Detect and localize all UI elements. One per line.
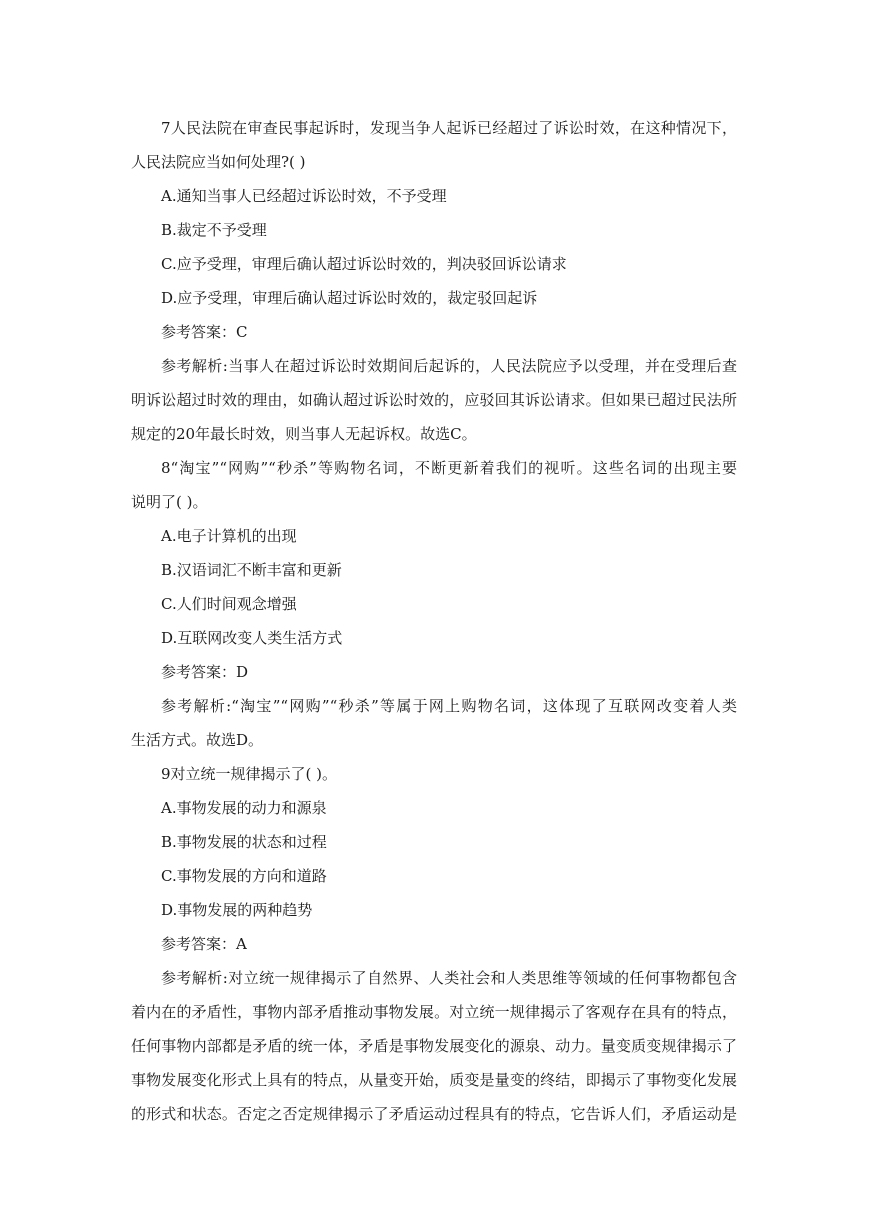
question-7-analysis-end: 规定的20年最长时效，则当事人无起诉权。故选C。 <box>131 425 477 443</box>
question-8-text: 8“淘宝”“网购”“秒杀”等购物名词，不断更新着我们的视听。这些名词的出现主要 <box>161 459 737 477</box>
question-9-option-d: D.事物发展的两种趋势 <box>161 901 313 919</box>
question-9-option-a: A.事物发展的动力和源泉 <box>161 799 327 817</box>
question-7-answer: 参考答案：C <box>161 323 248 341</box>
question-7-option-b: B.裁定不予受理 <box>161 221 267 239</box>
question-8-option-d: D.互联网改变人类生活方式 <box>161 629 343 647</box>
question-9-answer: 参考答案：A <box>161 935 247 953</box>
question-7-text-cont: 人民法院应当如何处理?( ) <box>131 153 306 171</box>
question-9-option-b: B.事物发展的状态和过程 <box>161 833 327 851</box>
question-7-option-d: D.应予受理，审理后确认超过诉讼时效的，裁定驳回起诉 <box>161 289 538 307</box>
question-8-text-cont: 说明了( )。 <box>131 493 208 511</box>
question-7-analysis-cont: 明诉讼超过时效的理由，如确认超过诉讼时效的，应驳回其诉讼请求。但如果已超过民法所 <box>131 391 737 409</box>
question-8-option-c: C.人们时间观念增强 <box>161 595 297 613</box>
question-9-analysis-cont-3: 事物发展变化形式上具有的特点，从量变开始，质变是量变的终结，即揭示了事物变化发展 <box>131 1071 737 1089</box>
question-8-analysis-end: 生活方式。故选D。 <box>131 731 264 749</box>
question-8-option-a: A.电子计算机的出现 <box>161 527 297 545</box>
question-9-option-c: C.事物发展的方向和道路 <box>161 867 327 885</box>
question-9-analysis-cont-2: 任何事物内部都是矛盾的统一体，矛盾是事物发展变化的源泉、动力。量变质变规律揭示了 <box>131 1037 737 1055</box>
question-9-text: 9对立统一规律揭示了( )。 <box>161 765 338 783</box>
question-8-analysis: 参考解析:“淘宝”“网购”“秒杀”等属于网上购物名词，这体现了互联网改变着人类 <box>161 697 737 715</box>
document-body <box>131 111 737 1131</box>
question-9-analysis: 参考解析:对立统一规律揭示了自然界、人类社会和人类思维等领域的任何事物都包含 <box>161 969 737 987</box>
question-8-option-b: B.汉语词汇不断丰富和更新 <box>161 561 342 579</box>
question-9-analysis-cont-4: 的形式和状态。否定之否定规律揭示了矛盾运动过程具有的特点，它告诉人们，矛盾运动是 <box>131 1105 737 1123</box>
question-7-text: 7人民法院在审查民事起诉时，发现当争人起诉已经超过了诉讼时效，在这种情况下， <box>161 119 737 137</box>
question-8-answer: 参考答案：D <box>161 663 249 681</box>
question-9-analysis-cont-1: 着内在的矛盾性，事物内部矛盾推动事物发展。对立统一规律揭示了客观存在具有的特点， <box>131 1003 737 1021</box>
question-7-analysis: 参考解析:当事人在超过诉讼时效期间后起诉的，人民法院应予以受理，并在受理后查 <box>161 357 737 375</box>
question-7-option-c: C.应予受理，审理后确认超过诉讼时效的，判决驳回诉讼请求 <box>161 255 567 273</box>
question-7-option-a: A.通知当事人已经超过诉讼时效，不予受理 <box>161 187 447 205</box>
